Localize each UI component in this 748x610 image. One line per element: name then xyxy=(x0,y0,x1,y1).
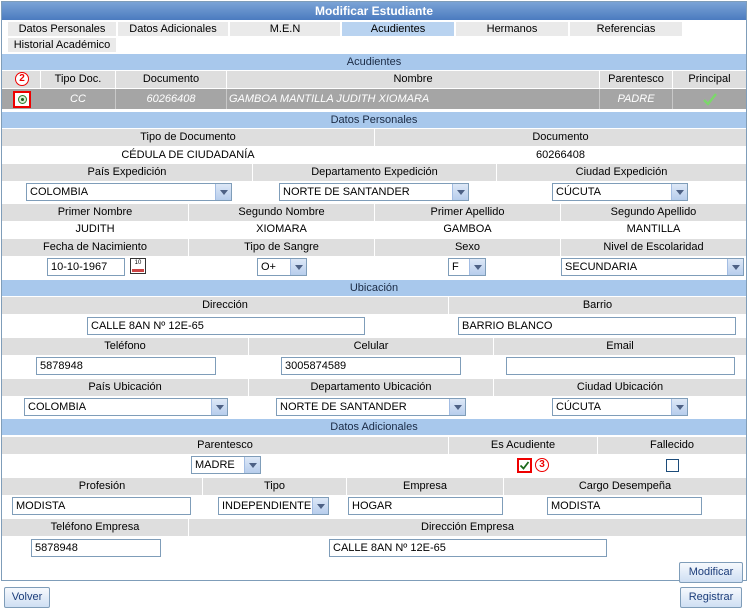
chevron-down-icon xyxy=(244,457,260,473)
chevron-down-icon xyxy=(449,399,465,415)
label-departamento-expedicion: Departamento Expedición xyxy=(253,164,496,181)
label-tipo-documento: Tipo de Documento xyxy=(2,129,374,146)
label-primer-apellido: Primer Apellido xyxy=(375,204,560,221)
label-sexo: Sexo xyxy=(375,239,560,256)
checkmark-icon xyxy=(519,460,530,471)
label-tipo-sangre: Tipo de Sangre xyxy=(189,239,374,256)
header-documento: Documento xyxy=(116,71,226,88)
label-es-acudiente: Es Acudiente xyxy=(449,437,597,454)
header-nombre: Nombre xyxy=(227,71,599,88)
annotation-badge-3: 3 xyxy=(535,458,549,472)
label-telefono: Teléfono xyxy=(2,338,248,355)
label-pais-ubicacion: País Ubicación xyxy=(2,379,248,396)
telefono-empresa-input[interactable] xyxy=(31,539,161,557)
label-primer-nombre: Primer Nombre xyxy=(2,204,188,221)
label-fecha-nacimiento: Fecha de Nacimiento xyxy=(2,239,188,256)
row-select-button[interactable] xyxy=(13,91,31,108)
chevron-down-icon xyxy=(215,184,231,200)
radio-selected-icon xyxy=(18,95,27,104)
select-nivel-escolaridad[interactable]: SECUNDARIA xyxy=(561,258,744,276)
header-tipo-doc: Tipo Doc. xyxy=(41,71,115,88)
empresa-input[interactable] xyxy=(348,497,503,515)
select-sexo[interactable]: F xyxy=(448,258,486,276)
telefono-input[interactable] xyxy=(36,357,216,375)
chevron-down-icon xyxy=(727,259,743,275)
label-celular: Celular xyxy=(249,338,493,355)
table-row[interactable] xyxy=(2,89,746,109)
label-barrio: Barrio xyxy=(449,297,746,314)
chevron-down-icon xyxy=(671,184,687,200)
tab-hermanos[interactable]: Hermanos xyxy=(456,22,568,36)
tab-acudientes[interactable]: Acudientes xyxy=(342,22,454,36)
label-direccion-empresa: Dirección Empresa xyxy=(189,519,746,536)
select-departamento-ubicacion[interactable]: NORTE DE SANTANDER xyxy=(276,398,466,416)
student-form xyxy=(1,1,747,581)
label-segundo-apellido: Segundo Apellido xyxy=(561,204,746,221)
label-segundo-nombre: Segundo Nombre xyxy=(189,204,374,221)
section-acudientes: Acudientes xyxy=(2,54,746,70)
volver-button[interactable]: Volver xyxy=(4,587,50,608)
header-principal: Principal xyxy=(673,71,746,88)
principal-check-icon xyxy=(702,91,718,107)
value-primer-apellido: GAMBOA xyxy=(443,223,492,235)
label-parentesco: Parentesco xyxy=(2,437,448,454)
select-ciudad-expedicion[interactable]: CÚCUTA xyxy=(552,183,688,201)
label-fallecido: Fallecido xyxy=(598,437,746,454)
value-tipo-documento: CÉDULA DE CIUDADANÍA xyxy=(121,149,255,161)
cargo-input[interactable] xyxy=(547,497,702,515)
direccion-input[interactable] xyxy=(87,317,365,335)
chevron-down-icon xyxy=(469,259,485,275)
section-datos-personales: Datos Personales xyxy=(2,112,746,128)
section-ubicacion: Ubicación xyxy=(2,280,746,296)
value-documento: 60266408 xyxy=(536,149,585,161)
tab-datos-adicionales[interactable]: Datos Adicionales xyxy=(118,22,228,36)
cell-parentesco: PADRE xyxy=(600,89,673,109)
calendar-icon[interactable]: 10 xyxy=(130,258,146,274)
select-tipo-sangre[interactable]: O+ xyxy=(257,258,307,276)
select-ciudad-ubicacion[interactable]: CÚCUTA xyxy=(552,398,688,416)
label-ciudad-ubicacion: Ciudad Ubicación xyxy=(494,379,746,396)
select-pais-ubicacion[interactable]: COLOMBIA xyxy=(24,398,228,416)
value-primer-nombre: JUDITH xyxy=(75,223,115,235)
select-tipo[interactable]: INDEPENDIENTE xyxy=(218,497,329,515)
select-parentesco[interactable]: MADRE xyxy=(191,456,261,474)
es-acudiente-checkbox[interactable] xyxy=(517,458,532,473)
label-nivel-escolaridad: Nivel de Escolaridad xyxy=(561,239,746,256)
label-telefono-empresa: Teléfono Empresa xyxy=(2,519,188,536)
chevron-down-icon xyxy=(671,399,687,415)
value-segundo-nombre: XIOMARA xyxy=(256,223,307,235)
cell-tipo-doc: CC xyxy=(41,89,116,109)
cell-nombre: GAMBOA MANTILLA JUDITH XIOMARA xyxy=(227,89,600,109)
chevron-down-icon xyxy=(312,498,328,514)
fecha-nacimiento-input[interactable] xyxy=(47,258,125,276)
label-email: Email xyxy=(494,338,746,355)
celular-input[interactable] xyxy=(281,357,461,375)
label-documento: Documento xyxy=(375,129,746,146)
window-title: Modificar Estudiante xyxy=(2,2,746,20)
label-departamento-ubicacion: Departamento Ubicación xyxy=(249,379,493,396)
annotation-badge-2: 2 xyxy=(15,72,29,86)
label-pais-expedicion: País Expedición xyxy=(2,164,252,181)
tab-historial-academico[interactable]: Historial Académico xyxy=(8,38,116,52)
barrio-input[interactable] xyxy=(458,317,736,335)
fallecido-checkbox[interactable] xyxy=(666,459,679,472)
select-pais-expedicion[interactable]: COLOMBIA xyxy=(26,183,232,201)
chevron-down-icon xyxy=(211,399,227,415)
chevron-down-icon xyxy=(452,184,468,200)
modificar-button[interactable]: Modificar xyxy=(679,562,743,583)
section-datos-adicionales: Datos Adicionales xyxy=(2,419,746,435)
select-departamento-expedicion[interactable]: NORTE DE SANTANDER xyxy=(279,183,469,201)
header-parentesco: Parentesco xyxy=(600,71,672,88)
label-profesion: Profesión xyxy=(2,478,202,495)
label-empresa: Empresa xyxy=(347,478,503,495)
profesion-input[interactable] xyxy=(12,497,191,515)
label-tipo: Tipo xyxy=(203,478,346,495)
label-cargo-desempena: Cargo Desempeña xyxy=(504,478,746,495)
tab-men[interactable]: M.E.N xyxy=(230,22,340,36)
direccion-empresa-input[interactable] xyxy=(329,539,607,557)
label-direccion: Dirección xyxy=(2,297,448,314)
tab-referencias[interactable]: Referencias xyxy=(570,22,682,36)
email-input[interactable] xyxy=(506,357,735,375)
cell-documento: 60266408 xyxy=(116,89,227,109)
registrar-button[interactable]: Registrar xyxy=(680,587,742,608)
label-ciudad-expedicion: Ciudad Expedición xyxy=(497,164,746,181)
tab-datos-personales[interactable]: Datos Personales xyxy=(8,22,116,36)
chevron-down-icon xyxy=(290,259,306,275)
value-segundo-apellido: MANTILLA xyxy=(626,223,681,235)
